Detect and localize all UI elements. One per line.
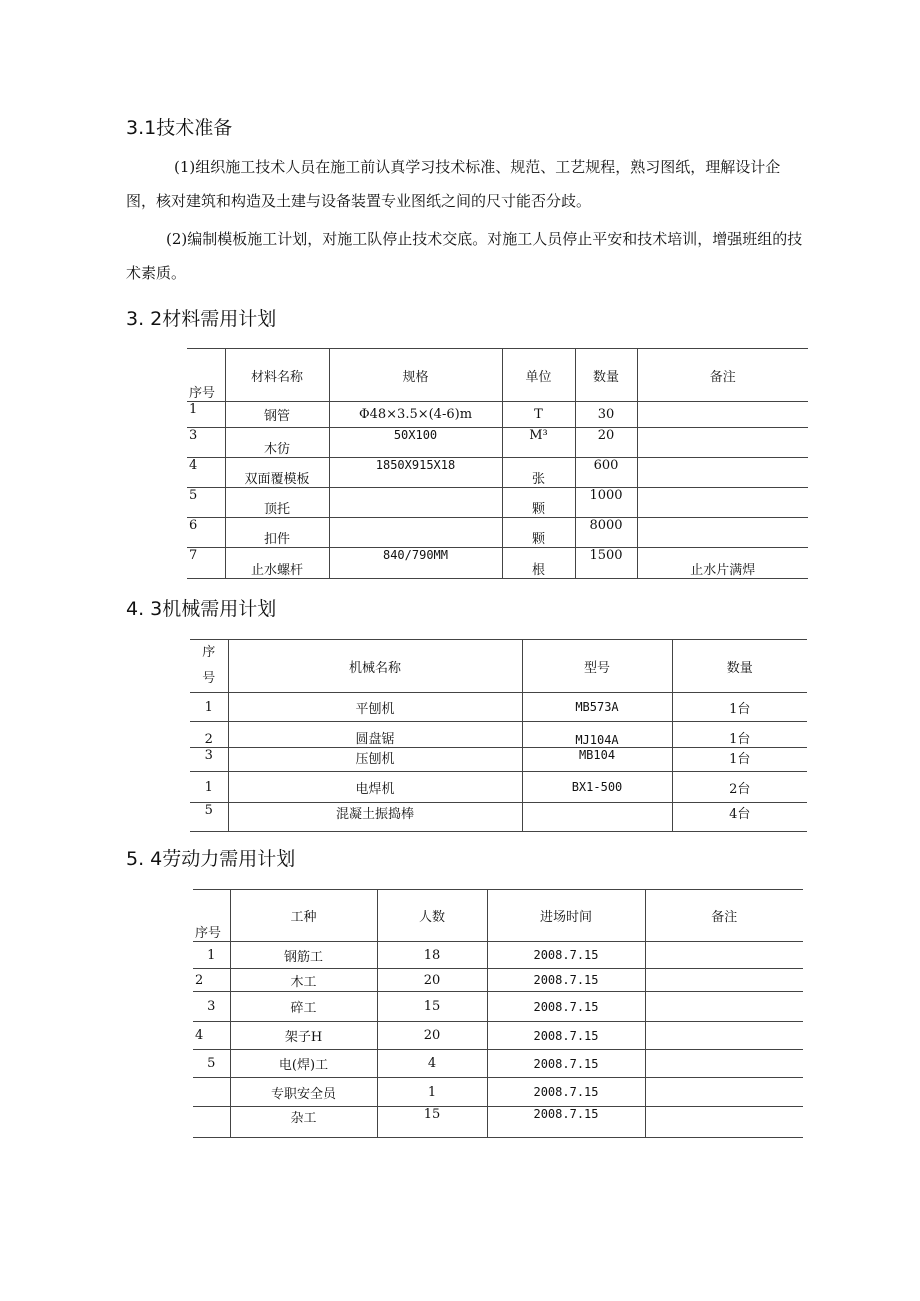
table-cell: 1台 [672, 693, 807, 722]
table-row [193, 1107, 803, 1138]
labor-header-cell: 序号 [193, 890, 230, 942]
section-title-machines: 4. 3机械需用计划 [126, 598, 277, 620]
table-row [190, 803, 807, 832]
table-cell: 2008.7.15 [487, 969, 645, 992]
table-cell: 1台 [672, 748, 807, 772]
section-title-labor: 5. 4劳动力需用计划 [126, 848, 296, 870]
table-cell [329, 488, 502, 518]
table-cell: 钢管 [225, 402, 329, 428]
table-cell: 7 [187, 548, 225, 579]
table-cell: 顶托 [225, 488, 329, 518]
table-cell: 20 [377, 1022, 487, 1050]
table-cell: 混凝土振捣棒 [228, 803, 522, 832]
table-cell: 2台 [672, 772, 807, 803]
labor-table [193, 889, 803, 1138]
labor-header-cell: 人数 [377, 890, 487, 942]
table-cell [637, 518, 808, 548]
table-cell: MB573A [522, 693, 672, 722]
table-cell: 20 [575, 428, 637, 458]
table-cell: 电(焊)工 [230, 1050, 377, 1078]
table-row [187, 518, 808, 548]
materials-header-cell: 序号 [187, 349, 225, 402]
paragraph-1: (1)组织施工技术人员在施工前认真学习技术标准、规范、工艺规程，熟习图纸，理解设计企图，核对建筑和构造及土建与设备装置专业图纸之间的尺寸能否分歧。 [126, 158, 781, 210]
table-cell: 3 [190, 748, 228, 772]
materials-header-cell: 数量 [575, 349, 637, 402]
table-row [187, 548, 808, 579]
table-row [193, 992, 803, 1022]
table-cell: 碎工 [230, 992, 377, 1022]
table-cell [637, 458, 808, 488]
table-cell [329, 518, 502, 548]
table-cell: 架子H [230, 1022, 377, 1050]
table-cell: 2008.7.15 [487, 1050, 645, 1078]
table-cell: 2008.7.15 [487, 1107, 645, 1138]
paragraph-2: (2)编制模板施工计划，对施工队停止技术交底。对施工人员停止平安和技术培训，增强班组的技术素质。 [126, 230, 803, 282]
table-row [190, 693, 807, 722]
table-cell: 颗 [502, 518, 575, 548]
table-cell: 张 [502, 458, 575, 488]
materials-header-row [187, 349, 808, 402]
table-row [193, 942, 803, 969]
table-cell: BX1-500 [522, 772, 672, 803]
table-cell: 扣件 [225, 518, 329, 548]
table-cell: 2 [190, 722, 228, 748]
table-row [193, 1022, 803, 1050]
table-cell [645, 1078, 803, 1107]
table-cell [193, 1078, 230, 1107]
table-cell: 止水螺杆 [225, 548, 329, 579]
table-cell: 50X100 [329, 428, 502, 458]
table-cell: 压刨机 [228, 748, 522, 772]
table-cell: 1 [190, 772, 228, 803]
table-cell: 钢筋工 [230, 942, 377, 969]
table-cell: 30 [575, 402, 637, 428]
table-cell: 专职安全员 [230, 1078, 377, 1107]
table-cell: 1 [377, 1078, 487, 1107]
table-cell: 1000 [575, 488, 637, 518]
table-cell: 圆盘锯 [228, 722, 522, 748]
table-cell: 电焊机 [228, 772, 522, 803]
machines-header-row [190, 640, 807, 693]
machines-table [190, 639, 807, 832]
table-cell: 3 [193, 992, 230, 1022]
table-cell: 20 [377, 969, 487, 992]
table-cell: 18 [377, 942, 487, 969]
table-cell [193, 1107, 230, 1138]
table-cell [645, 992, 803, 1022]
table-cell: 4 [377, 1050, 487, 1078]
labor-header-cell: 备注 [645, 890, 803, 942]
table-cell: 平刨机 [228, 693, 522, 722]
table-cell: 4 [187, 458, 225, 488]
table-cell: 1500 [575, 548, 637, 579]
table-row [187, 458, 808, 488]
table-cell: 3 [187, 428, 225, 458]
materials-header-cell: 规格 [329, 349, 502, 402]
table-cell [645, 1107, 803, 1138]
table-cell: 5 [187, 488, 225, 518]
table-cell: 2008.7.15 [487, 992, 645, 1022]
table-cell [645, 969, 803, 992]
table-cell [645, 942, 803, 969]
table-cell: 2 [193, 969, 230, 992]
table-cell: 8000 [575, 518, 637, 548]
table-cell: 5 [190, 803, 228, 832]
table-cell [645, 1022, 803, 1050]
table-cell: 2008.7.15 [487, 1078, 645, 1107]
table-row [190, 772, 807, 803]
table-cell: 4台 [672, 803, 807, 832]
labor-header-cell: 工种 [230, 890, 377, 942]
materials-table [187, 348, 808, 579]
table-cell: M³ [502, 428, 575, 458]
table-cell: 1850X915X18 [329, 458, 502, 488]
table-cell: 1 [193, 942, 230, 969]
table-cell: Φ48×3.5×(4-6)m [329, 402, 502, 428]
machines-header-cell: 型号 [522, 640, 672, 693]
table-cell: 1台 [672, 722, 807, 748]
section-title-materials: 3. 2材料需用计划 [126, 308, 277, 330]
table-cell [645, 1050, 803, 1078]
table-cell: 1 [187, 402, 225, 428]
labor-header-row [193, 890, 803, 942]
table-cell: 5 [193, 1050, 230, 1078]
table-cell: 颗 [502, 488, 575, 518]
table-cell: 15 [377, 992, 487, 1022]
labor-header-cell: 进场时间 [487, 890, 645, 942]
table-row [193, 969, 803, 992]
table-cell: 2008.7.15 [487, 942, 645, 969]
table-cell [522, 803, 672, 832]
table-cell: T [502, 402, 575, 428]
section-title-technical-prep: 3.1技术准备 [126, 117, 233, 139]
table-cell: 4 [193, 1022, 230, 1050]
table-cell [637, 402, 808, 428]
materials-header-cell: 材料名称 [225, 349, 329, 402]
table-cell: 双面覆模板 [225, 458, 329, 488]
table-cell: 15 [377, 1107, 487, 1138]
table-cell [637, 488, 808, 518]
table-row [193, 1050, 803, 1078]
table-row [187, 402, 808, 428]
materials-header-cell: 备注 [637, 349, 808, 402]
machines-header-cell: 数量 [672, 640, 807, 693]
table-cell: 600 [575, 458, 637, 488]
table-cell: 1 [190, 693, 228, 722]
table-cell: 根 [502, 548, 575, 579]
table-row [193, 1078, 803, 1107]
table-cell: 木彷 [225, 428, 329, 458]
table-cell: 木工 [230, 969, 377, 992]
table-cell: 2008.7.15 [487, 1022, 645, 1050]
machines-header-cell [190, 640, 228, 693]
materials-header-cell: 单位 [502, 349, 575, 402]
table-cell: 6 [187, 518, 225, 548]
table-cell: 杂工 [230, 1107, 377, 1138]
header-text-line: 序 号 [202, 645, 216, 686]
table-cell: MB104 [522, 748, 672, 772]
table-cell: 840/790MM [329, 548, 502, 579]
table-cell: 止水片满焊 [637, 548, 808, 579]
table-row [190, 722, 807, 748]
table-cell [637, 428, 808, 458]
table-row [187, 428, 808, 458]
table-cell: MJ104A [522, 722, 672, 748]
table-row [187, 488, 808, 518]
machines-header-cell: 机械名称 [228, 640, 522, 693]
table-row [190, 748, 807, 772]
